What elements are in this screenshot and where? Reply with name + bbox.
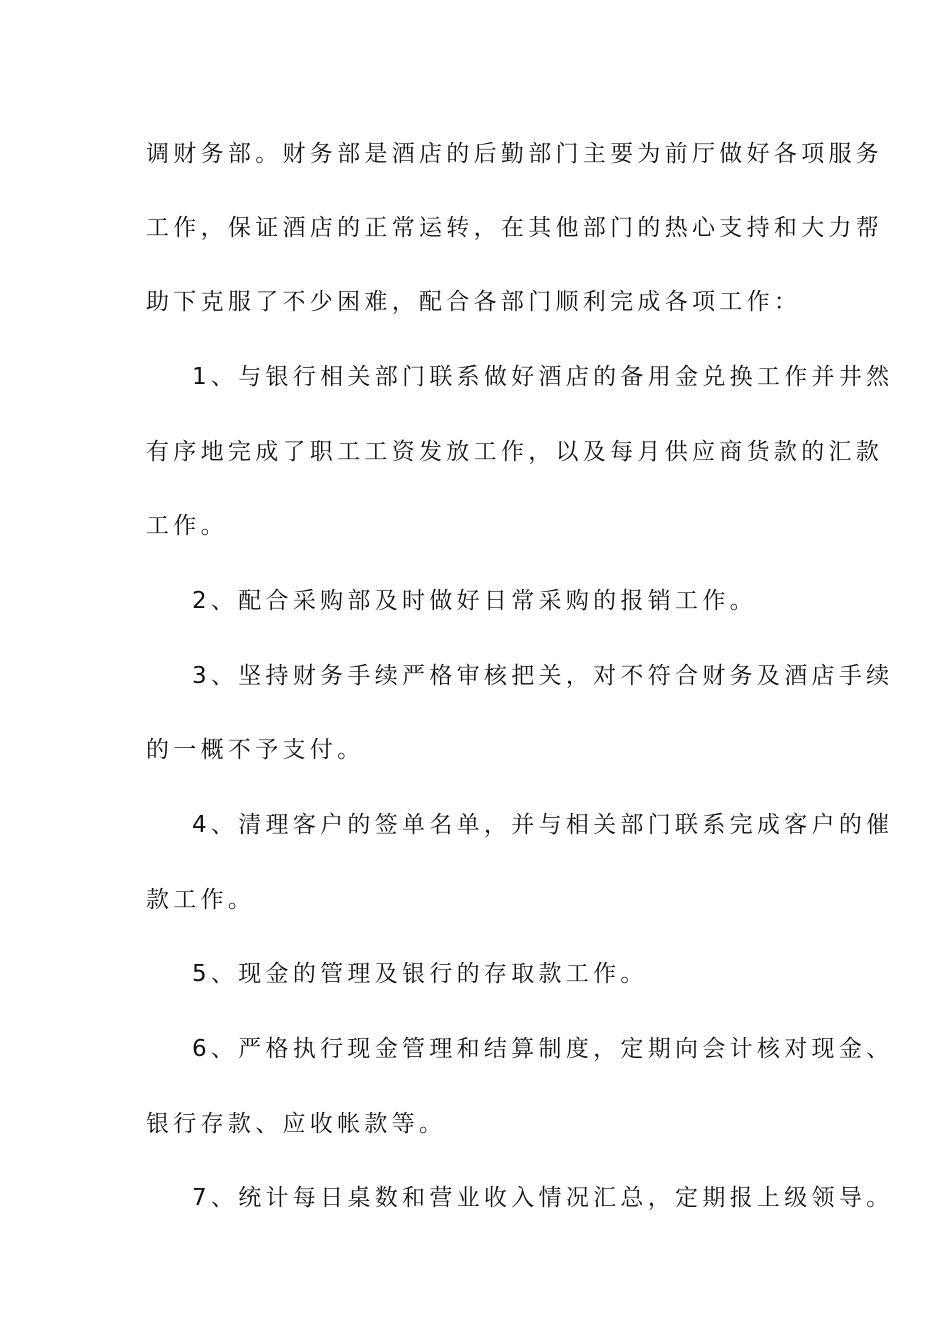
intro-text-line-2: 工作，保证酒店的正常运转，在其他部门的热心支持和大力帮 (146, 215, 884, 241)
intro-text-line-3: 助下克服了不少困难，配合各部门顺利完成各项工作： (146, 289, 802, 315)
item-3-line-1: 3、坚持财务手续严格审核把关，对不符合财务及酒店手续 (192, 663, 894, 689)
item-6-line-1: 6、严格执行现金管理和结算制度，定期向会计核对现金、 (192, 1036, 894, 1062)
item-6-line-2: 银行存款、应收帐款等。 (146, 1111, 447, 1137)
item-7-line-1: 7、统计每日桌数和营业收入情况汇总，定期报上级领导。 (192, 1185, 894, 1211)
item-1-line-1: 1、与银行相关部门联系做好酒店的备用金兑换工作并井然 (192, 364, 894, 390)
item-2-line-1: 2、配合采购部及时做好日常采购的报销工作。 (192, 588, 757, 614)
item-1-line-2: 有序地完成了职工工资发放工作，以及每月供应商货款的汇款 (146, 439, 884, 465)
item-4-line-1: 4、清理客户的签单名单，并与相关部门联系完成客户的催 (192, 812, 894, 838)
intro-text-line-1: 调财务部。财务部是酒店的后勤部门主要为前厅做好各项服务 (146, 141, 884, 167)
item-4-line-2: 款工作。 (146, 887, 256, 913)
item-3-line-2: 的一概不予支付。 (146, 737, 365, 763)
item-1-line-3: 工作。 (146, 513, 228, 539)
item-5-line-1: 5、现金的管理及银行的存取款工作。 (192, 961, 648, 987)
